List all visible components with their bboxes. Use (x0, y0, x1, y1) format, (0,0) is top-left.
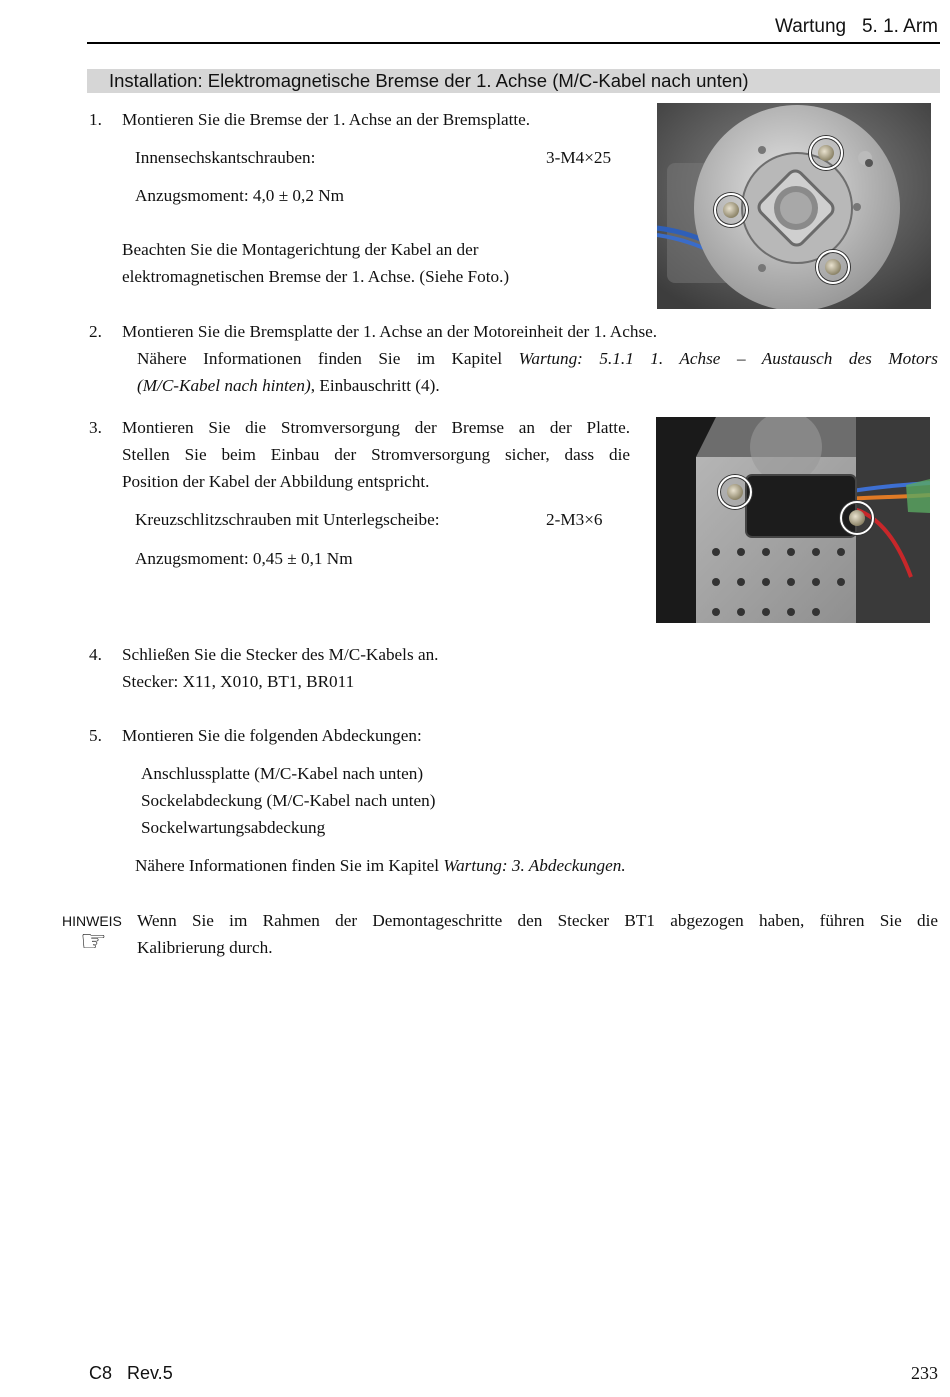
step-5-number: 5. (89, 726, 102, 745)
screw-marker-4 (718, 475, 752, 509)
screw-marker-5 (840, 501, 874, 535)
header-chapter: 5. 1. Arm (861, 16, 938, 37)
header-section: Wartung (775, 16, 847, 37)
power-supply-illustration (656, 417, 930, 623)
step-3-number: 3. (89, 418, 102, 437)
step-5-reference (135, 852, 626, 879)
page-number: 233 (911, 1363, 938, 1383)
running-header (775, 16, 938, 38)
step-2-number: 2. (89, 322, 102, 341)
step-3-line2: Stellen Sie beim Einbau der Stromversorgung sicher, dass die (122, 445, 630, 464)
step-2-reference-line2 (137, 372, 440, 399)
step-1-number: 1. (89, 110, 102, 129)
power-supply-photo (656, 417, 930, 623)
step-2-ref-italic-1: Wartung: 5.1.1 1. Achse – Austausch des Motors (518, 349, 938, 368)
brake-illustration (657, 103, 931, 309)
step-5-item: Sockelwartungsabdeckung (141, 818, 326, 837)
step-3-torque: Anzugsmoment: 0,45 ± 0,1 Nm (135, 549, 353, 568)
step-4-line1: Schließen Sie die Stecker des M/C-Kabels an. (122, 645, 439, 664)
screw-marker-3 (816, 250, 850, 284)
step-5-item: Anschlussplatte (M/C-Kabel nach unten) (141, 764, 424, 783)
step-2-ref-suffix: , Einbauschritt (4). (310, 376, 440, 395)
step-1-spec-label: Innensechskantschrauben: (135, 148, 316, 167)
step-3-spec-value: 2-M3×6 (546, 510, 603, 529)
step-2-ref-italic-2: (M/C-Kabel nach hinten) (137, 376, 311, 395)
step-5-ref-italic: Wartung: 3. Abdeckungen. (443, 856, 626, 875)
pointing-hand-icon: ☞ (80, 925, 107, 958)
section-banner (87, 69, 940, 93)
step-2-ref-prefix: Nähere Informationen finden Sie im Kapitel (137, 349, 503, 368)
step-1-torque: Anzugsmoment: 4,0 ± 0,2 Nm (135, 186, 344, 205)
step-5-text: Montieren Sie die folgenden Abdeckungen: (122, 726, 422, 745)
step-3-spec-label: Kreuzschlitzschrauben mit Unterlegscheibe: (135, 510, 440, 529)
step-1-note-line2: elektromagnetischen Bremse der 1. Achse. (Siehe Foto.) (122, 267, 510, 286)
step-4-number: 4. (89, 645, 102, 664)
note-line2: Kalibrierung durch. (137, 938, 273, 957)
step-3-line3: Position der Kabel der Abbildung entspricht. (122, 472, 430, 491)
step-5-item: Sockelabdeckung (M/C-Kabel nach unten) (141, 791, 436, 810)
note-label: HINWEIS (62, 913, 122, 929)
screw-marker-1 (809, 136, 843, 170)
section-title: Installation: Elektromagnetische Bremse der 1. Achse (M/C-Kabel nach unten) (109, 70, 749, 91)
step-1-text: Montieren Sie die Bremse der 1. Achse an der Bremsplatte. (122, 110, 531, 129)
footer-manual: C8 Rev.5 (89, 1363, 173, 1383)
step-2-text: Montieren Sie die Bremsplatte der 1. Achse an der Motoreinheit der 1. Achse. (122, 322, 658, 341)
step-4-line2: Stecker: X11, X010, BT1, BR011 (122, 672, 355, 691)
header-rule (87, 42, 940, 44)
note-line1: Wenn Sie im Rahmen der Demontageschritte den Stecker BT1 abgezogen haben, führen Sie die (137, 911, 938, 930)
screw-marker-2 (714, 193, 748, 227)
step-2-reference-line1 (137, 345, 938, 372)
step-5-ref-prefix: Nähere Informationen finden Sie im Kapitel (135, 856, 440, 875)
step-1-note-line1: Beachten Sie die Montagerichtung der Kabel an der (122, 240, 479, 259)
step-3-line1: Montieren Sie die Stromversorgung der Bremse an der Platte. (122, 418, 630, 437)
brake-photo (657, 103, 931, 309)
step-1-spec-value: 3-M4×25 (546, 148, 612, 167)
